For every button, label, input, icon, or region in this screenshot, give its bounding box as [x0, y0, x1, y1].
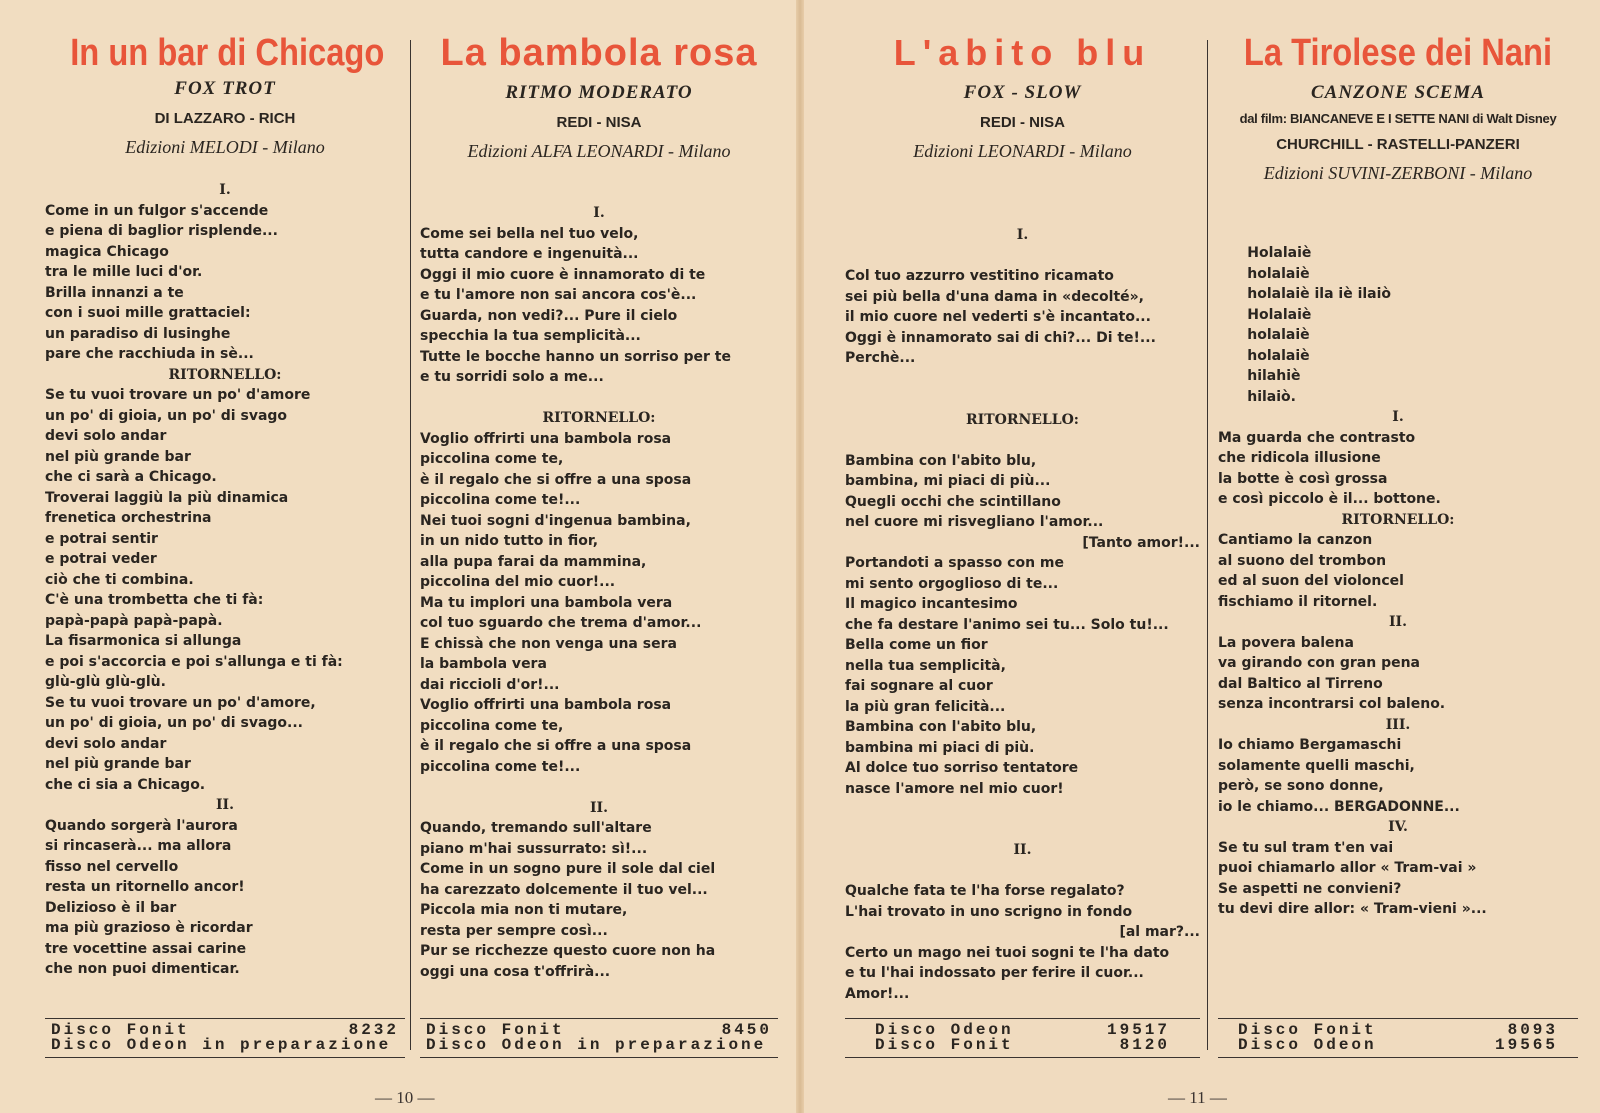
lyric-line: E chissà che non venga una sera [420, 635, 677, 652]
song-column-tirolese [1218, 30, 1578, 1070]
lyric-line: Cantiamo la canzon [1218, 532, 1373, 548]
lyric-line: Oggi è innamorato sai di chi?... Di te!... [845, 329, 1156, 346]
lyric-line: piccolina come te, [420, 451, 564, 467]
lyric-line: va girando con gran pena [1218, 655, 1421, 671]
lyric-line: nel più grande bar [45, 448, 191, 465]
lyric-line: Al dolce tuo sorriso tentatore [845, 760, 1079, 776]
disc-info [845, 1018, 1200, 1058]
lyric-line: piano m'hai sussurrato: sì!... [420, 840, 648, 857]
lyric-line: e potrai sentir [45, 530, 158, 547]
lyric-line [845, 389, 1200, 410]
disc-number: 19517 [1106, 1021, 1170, 1039]
lyric-line: Qualche fata te l'ha forse regalato? [845, 883, 1125, 899]
disc-number: 8450 [721, 1021, 772, 1039]
lyric-line: hilahiè [1218, 368, 1301, 384]
lyric-line: Col tuo azzurro vestitino ricamato [845, 268, 1114, 284]
lyric-line: fisso nel cervello [45, 858, 179, 875]
lyric-line [845, 246, 1200, 267]
lyric-line: Voglio offrirti una bambola rosa [420, 697, 672, 713]
lyric-line: la più gran felicità... [845, 698, 1006, 715]
lyric-line: puoi chiamarlo allor « Tram-vai » [1218, 860, 1477, 876]
disc-entry [51, 1038, 399, 1053]
lyric-line: in un nido tutto in fior, [420, 533, 599, 549]
lyric-line: holalaiè [1218, 327, 1310, 343]
disc-number: 8093 [1507, 1021, 1558, 1039]
lyric-section-heading: I. [1016, 227, 1029, 243]
lyric-line: Portandoti a spasso con me [845, 555, 1065, 571]
lyric-line: la bambola vera [420, 656, 547, 672]
lyric-line: mi sento orgoglioso di te... [845, 575, 1059, 592]
lyric-line: dai riccioli d'or!... [420, 676, 560, 693]
lyric-line: Io chiamo Bergamaschi [1218, 737, 1402, 753]
lyric-line: bambina mi piaci di più. [845, 739, 1035, 756]
lyric-line: [Tanto amor!... [1082, 534, 1200, 551]
lyric-section-heading: II. [1013, 842, 1032, 858]
lyric-line: Quando, tremando sull'altare [420, 820, 652, 836]
song-film-credit: dal film: BIANCANEVE E I SETTE NANI di Walt Disney [1239, 111, 1557, 126]
lyric-line: [al mar?... [1119, 924, 1200, 940]
lyric-line [420, 388, 778, 409]
lyric-line: Pur se ricchezze questo cuore non ha [420, 943, 716, 959]
lyric-section-heading: RITORNELLO: [966, 411, 1079, 428]
lyric-line: con i suoi mille grattaciel: [45, 305, 251, 321]
disc-label: Disco Fonit [1238, 1021, 1377, 1039]
lyric-line: però, se sono donne, [1218, 778, 1384, 794]
lyric-line: Come sei bella nel tuo velo, [420, 225, 639, 242]
lyric-line: Quando sorgerà l'aurora [45, 817, 238, 834]
lyric-line: alla pupa farai da mammina, [420, 553, 647, 570]
song-lyrics [420, 203, 778, 982]
lyric-line: nasce l'amore nel mio cuor! [845, 780, 1064, 797]
lyric-line: dal Baltico al Tirreno [1218, 675, 1383, 692]
lyric-line: Holalaiè [1218, 306, 1312, 323]
lyric-line: Come in un fulgor s'accende [45, 202, 269, 219]
lyric-line: un paradiso di lusinghe [45, 325, 231, 342]
lyric-line: si rincaserà... ma allora [45, 838, 232, 854]
song-authors: REDI - NISA [979, 114, 1065, 131]
song-column-abito-blu [845, 30, 1200, 1070]
lyric-line: Se tu sul tram t'en vai [1218, 839, 1394, 856]
lyric-line [420, 777, 778, 798]
lyric-section-heading: RITORNELLO: [1341, 511, 1455, 528]
lyric-line: Se aspetti ne convieni? [1218, 880, 1402, 897]
disc-info [420, 1018, 778, 1058]
lyric-line: C'è una trombetta che ti fà: [45, 592, 264, 608]
lyric-line: e tu sorridi solo a me... [420, 369, 604, 385]
page-number-left: — 10 — [375, 1088, 435, 1107]
lyric-line: Nei tuoi sogni d'ingenua bambina, [420, 512, 691, 529]
lyric-line: nella tua semplicità, [845, 657, 1006, 674]
song-lyrics [845, 225, 1200, 1004]
column-divider-right [1207, 40, 1208, 1050]
lyric-line: e piena di baglior risplende... [45, 223, 278, 239]
lyric-line: Bambina con l'abito blu, [845, 452, 1037, 469]
lyric-line: Brilla innanzi a te [45, 284, 184, 301]
lyric-line: Certo un mago nei tuoi sogni te l'ha dato [845, 944, 1170, 961]
lyric-line: ed al suon del violoncel [1218, 573, 1404, 589]
lyric-line: e tu l'amore non sai ancora cos'è... [420, 287, 697, 303]
lyric-line: Perchè... [845, 350, 916, 366]
lyric-line [845, 820, 1200, 841]
song-rhythm: FOX - SLOW [963, 82, 1082, 103]
lyric-line: frenetica orchestrina [45, 510, 212, 526]
lyric-line [845, 861, 1200, 882]
lyric-line: Bambina con l'abito blu, [845, 719, 1037, 735]
lyric-line: specchia la tua semplicità... [420, 328, 641, 344]
disc-label: Disco Odeon in preparazione [51, 1036, 392, 1054]
lyric-line: è il regalo che si offre a una sposa [420, 471, 692, 488]
lyric-section-heading: RITORNELLO: [542, 410, 656, 426]
lyric-line: nel più grande bar [45, 756, 191, 772]
disc-number: 8120 [1119, 1036, 1170, 1054]
lyric-line: holalaiè ila iè ilaiò [1218, 286, 1392, 302]
lyric-line: col tuo sguardo che trema d'amor... [420, 615, 702, 631]
lyric-line: senza incontrarsi col baleno. [1218, 696, 1446, 712]
lyric-line: la botte è così grossa [1218, 470, 1388, 487]
lyric-line: fischiamo il ritornel. [1218, 593, 1378, 610]
lyric-section-heading: II. [590, 799, 608, 816]
lyric-line: sei più bella d'una dama in «decolté», [845, 288, 1145, 305]
lyric-line: resta un ritornello ancor! [45, 879, 245, 895]
lyric-line: è il regalo che si offre a una sposa [420, 738, 692, 754]
lyric-line: Il magico incantesimo [845, 596, 1018, 612]
lyric-section-heading: II. [1389, 614, 1407, 630]
lyric-line: che ridicola illusione [1218, 450, 1381, 466]
song-authors: DI LAZZARO - RICH [154, 110, 296, 127]
lyric-line: La fisarmonica si allunga [45, 633, 242, 649]
song-authors: REDI - NISA [556, 114, 642, 131]
disc-number: 8232 [348, 1021, 399, 1039]
song-rhythm: RITMO MODERATO [505, 82, 693, 103]
lyric-line: nel cuore mi risvegliano l'amor... [845, 514, 1104, 530]
lyric-line: Oggi il mio cuore è innamorato di te [420, 266, 706, 283]
lyric-line: che non puoi dimenticar. [45, 961, 240, 977]
lyric-line: glù-glù glù-glù. [45, 674, 166, 690]
lyric-line: tutta candore e ingenuità... [420, 246, 639, 262]
lyric-line: papà-papà papà-papà. [45, 612, 223, 629]
lyric-line: Come in un sogno pure il sole dal ciel [420, 861, 716, 877]
disc-entry [426, 1038, 772, 1053]
lyric-line: La povera balena [1218, 634, 1354, 651]
lyric-line: tu devi dire allor: « Tram-vieni »... [1218, 901, 1487, 917]
lyric-line: tra le mille luci d'or. [45, 264, 203, 280]
lyric-line: Quegli occhi che scintillano [845, 493, 1061, 510]
lyric-line: hilaiò. [1218, 388, 1296, 405]
lyric-line: Ma guarda che contrasto [1218, 429, 1416, 446]
column-divider-left [410, 40, 411, 1050]
lyric-section-heading: II. [216, 797, 234, 813]
song-title: La bambola rosa [440, 32, 758, 74]
lyric-line: e potrai veder [45, 551, 157, 567]
lyric-line: un po' di gioia, un po' di svago... [45, 715, 303, 731]
lyric-line: pare che racchiuda in sè... [45, 346, 254, 362]
lyric-line [845, 430, 1200, 451]
lyric-line: Voglio offrirti una bambola rosa [420, 430, 672, 447]
disc-info [1218, 1018, 1578, 1058]
lyric-line: fai sognare al cuor [845, 678, 993, 694]
lyric-section-heading: IV. [1388, 819, 1408, 835]
lyric-line [845, 369, 1200, 390]
lyric-line: piccolina come te!... [420, 758, 581, 775]
lyric-line: che ci sarà a Chicago. [45, 469, 217, 485]
lyric-section-heading: I. [1392, 409, 1404, 425]
lyric-line: L'hai trovato in uno scrigno in fondo [845, 903, 1133, 920]
lyric-line: tre vocettine assai carine [45, 940, 247, 957]
lyric-line: Troverai laggiù la più dinamica [45, 489, 289, 506]
lyric-section-heading: III. [1385, 716, 1411, 733]
lyric-line: resta per sempre così... [420, 922, 608, 939]
lyric-line: e tu l'hai indossato per ferire il cuor... [845, 965, 1144, 981]
lyric-line: al suono del trombon [1218, 552, 1387, 569]
disc-entry [1238, 1038, 1558, 1053]
lyric-line: magica Chicago [45, 243, 169, 260]
disc-info [45, 1018, 405, 1058]
disc-entry [875, 1038, 1170, 1053]
lyric-line: ha carezzato dolcemente il tuo vel... [420, 881, 708, 898]
disc-label: Disco Odeon [1238, 1036, 1377, 1054]
lyric-line: Se tu vuoi trovare un po' d'amore, [45, 694, 316, 711]
song-title: La Tirolese dei Nani [1243, 32, 1553, 74]
song-publisher: Edizioni SUVINI-ZERBONI - Milano [1263, 163, 1533, 183]
disc-label: Disco Odeon in preparazione [426, 1036, 767, 1054]
lyric-section-heading: RITORNELLO: [168, 366, 282, 383]
song-title: L'abito blu [893, 32, 1152, 73]
lyric-line: e così piccolo è il... bottone. [1218, 491, 1441, 507]
disc-label: Disco Odeon [875, 1021, 1014, 1039]
lyric-line: oggi una cosa t'offrirà... [420, 963, 611, 980]
lyric-line: piccolina del mio cuor!... [420, 574, 616, 590]
page-number-right: — 11 — [1168, 1088, 1227, 1107]
disc-label: Disco Fonit [875, 1036, 1014, 1054]
lyric-line: Delizioso è il bar [45, 899, 177, 916]
lyric-line: devi solo andar [45, 428, 167, 444]
song-publisher: Edizioni LEONARDI - Milano [913, 141, 1132, 161]
lyric-line: Piccola mia non ti mutare, [420, 902, 628, 918]
lyric-line: io le chiamo... BERGADONNE... [1218, 798, 1460, 815]
lyric-line: e poi s'accorcia e poi s'allunga e ti fà: [45, 653, 343, 670]
book-gutter [796, 0, 804, 1113]
disc-label: Disco Fonit [51, 1021, 190, 1039]
song-authors: CHURCHILL - RASTELLI-PANZERI [1276, 136, 1520, 153]
lyric-line [845, 799, 1200, 820]
song-column-chicago [45, 30, 405, 1070]
lyric-line: solamente quelli maschi, [1218, 757, 1415, 774]
lyric-line: che fa destare l'animo sei tu... Solo tu!... [845, 616, 1169, 633]
lyric-line: Ma tu implori una bambola vera [420, 594, 673, 611]
song-publisher: Edizioni ALFA LEONARDI - Milano [467, 141, 731, 161]
song-lyrics [45, 180, 405, 980]
lyric-line: piccolina come te!... [420, 492, 581, 508]
lyric-line: Holalaiè [1218, 245, 1312, 261]
disc-number: 19565 [1494, 1036, 1558, 1054]
lyric-line: ma più grazioso è ricordar [45, 920, 253, 936]
lyric-line: Se tu vuoi trovare un po' d'amore [45, 387, 311, 403]
lyric-line: bambina, mi piaci di più... [845, 473, 1051, 489]
lyric-line: holalaiè [1218, 265, 1310, 282]
song-publisher: Edizioni MELODI - Milano [125, 137, 325, 157]
lyric-line: Amor!... [845, 985, 910, 1002]
lyric-line: il mio cuore nel vederti s'è incantato... [845, 309, 1151, 325]
disc-label: Disco Fonit [426, 1021, 565, 1039]
lyric-line: devi solo andar [45, 735, 167, 752]
lyric-section-heading: I. [593, 205, 605, 221]
lyric-line: Tutte le bocche hanno un sorriso per te [420, 348, 731, 365]
lyric-line: un po' di gioia, un po' di svago [45, 407, 288, 424]
lyric-line: holalaiè [1218, 347, 1310, 364]
lyric-line: Bella come un fior [845, 637, 988, 653]
lyric-section-heading: I. [219, 182, 231, 198]
song-rhythm: FOX TROT [174, 78, 276, 99]
lyric-line: piccolina come te, [420, 717, 564, 734]
song-title: In un bar di Chicago [70, 32, 385, 74]
song-lyrics [1218, 243, 1578, 920]
song-column-bambola [420, 30, 778, 1070]
lyric-line: ciò che ti combina. [45, 571, 194, 588]
lyric-line: Guarda, non vedi?... Pure il cielo [420, 307, 678, 324]
lyric-line: che ci sia a Chicago. [45, 776, 206, 793]
song-rhythm: CANZONE SCEMA [1310, 82, 1486, 103]
